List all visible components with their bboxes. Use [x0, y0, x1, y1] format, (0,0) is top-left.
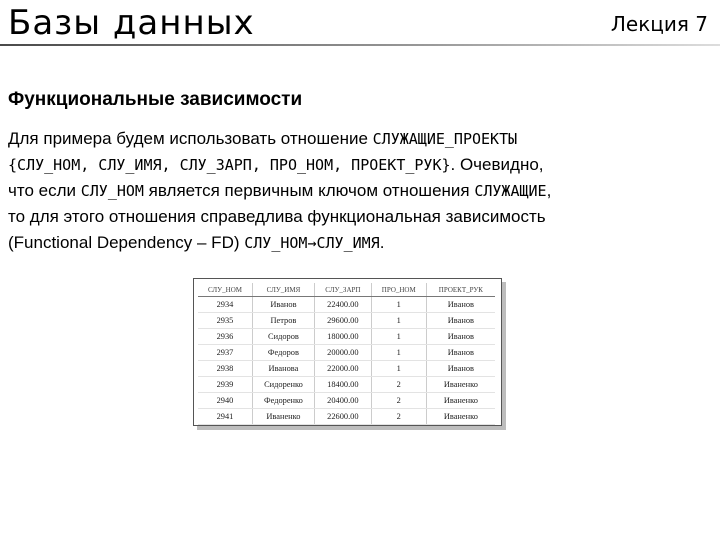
table-cell: Иваненко — [426, 393, 495, 409]
table-cell: 1 — [371, 313, 426, 329]
table-cell: 2 — [371, 409, 426, 425]
paragraph-text: является первичным ключом отношения — [143, 181, 475, 200]
table-cell: Федоренко — [252, 393, 314, 409]
column-header: СЛУ_ИМЯ — [252, 283, 314, 297]
table-cell: 22400.00 — [314, 297, 371, 313]
table-row — [198, 409, 495, 425]
paragraph-text: (Functional Dependency – FD) — [8, 233, 245, 252]
relation-table — [198, 283, 495, 425]
paragraph-text: . Очевидно, — [450, 155, 544, 174]
relation-short-code: СЛУЖАЩИЕ — [474, 182, 547, 200]
table-row — [198, 297, 495, 313]
table-cell: 20000.00 — [314, 345, 371, 361]
table-cell: 22600.00 — [314, 409, 371, 425]
table-header-row — [198, 283, 495, 297]
table-cell: 1 — [371, 329, 426, 345]
primary-key-code: СЛУ_НОМ — [80, 182, 144, 200]
table-cell: 22000.00 — [314, 361, 371, 377]
table-cell: Иванов — [426, 313, 495, 329]
paragraph-text: , — [546, 181, 552, 200]
column-header: СЛУ_ЗАРП — [314, 283, 371, 297]
table-cell: Иванов — [426, 361, 495, 377]
table-cell: 2941 — [198, 409, 252, 425]
table-row — [198, 329, 495, 345]
functional-dependency-code: СЛУ_НОМ→СЛУ_ИМЯ — [244, 234, 380, 252]
table-cell: Иваненко — [426, 409, 495, 425]
table-cell: Иванов — [426, 329, 495, 345]
table-cell: 20400.00 — [314, 393, 371, 409]
table-cell: Иваненко — [426, 377, 495, 393]
table-row — [198, 345, 495, 361]
table-cell: 29600.00 — [314, 313, 371, 329]
table-cell: Иванова — [252, 361, 314, 377]
table-cell: Сидоренко — [252, 377, 314, 393]
paragraph-text: . — [379, 233, 385, 252]
paragraph-text: то для этого отношения справедлива функциональная зависимость — [8, 207, 546, 226]
paragraph-text: что если — [8, 181, 81, 200]
table-cell: 2938 — [198, 361, 252, 377]
table-row — [198, 377, 495, 393]
table-cell: 18000.00 — [314, 329, 371, 345]
column-header: СЛУ_НОМ — [198, 283, 252, 297]
table-cell: Петров — [252, 313, 314, 329]
paragraph-line-1 — [8, 126, 708, 152]
header-divider — [0, 44, 720, 46]
table-cell: 2934 — [198, 297, 252, 313]
table-cell: 2940 — [198, 393, 252, 409]
lecture-number: Лекция 7 — [610, 12, 708, 36]
paragraph-line-2 — [8, 152, 708, 178]
table-cell: Федоров — [252, 345, 314, 361]
table-cell: 2935 — [198, 313, 252, 329]
table-cell: Иванов — [426, 345, 495, 361]
table-row — [198, 313, 495, 329]
slide-title: Базы данных — [8, 3, 255, 43]
table-cell: Сидоров — [252, 329, 314, 345]
relation-table-figure — [193, 278, 502, 426]
column-header: ПРОЕКТ_РУК — [426, 283, 495, 297]
section-heading: Функциональные зависимости — [8, 89, 303, 110]
relation-name-code: СЛУЖАЩИЕ_ПРОЕКТЫ — [372, 130, 518, 148]
body-paragraph — [8, 126, 708, 256]
table-cell: Иваненко — [252, 409, 314, 425]
column-header: ПРО_НОМ — [371, 283, 426, 297]
table-cell: 1 — [371, 361, 426, 377]
table-cell: 2 — [371, 377, 426, 393]
table-cell: 2937 — [198, 345, 252, 361]
table-cell: 2 — [371, 393, 426, 409]
table-cell: 18400.00 — [314, 377, 371, 393]
table-row — [198, 361, 495, 377]
relation-attributes-code: {СЛУ_НОМ, СЛУ_ИМЯ, СЛУ_ЗАРП, ПРО_НОМ, ПРОЕКТ_РУК} — [8, 156, 451, 174]
table-cell: 2939 — [198, 377, 252, 393]
table-cell: 1 — [371, 297, 426, 313]
table-cell: 1 — [371, 345, 426, 361]
table-cell: Иванов — [252, 297, 314, 313]
paragraph-text: Для примера будем использовать отношение — [8, 129, 373, 148]
table-cell: Иванов — [426, 297, 495, 313]
table-cell: 2936 — [198, 329, 252, 345]
paragraph-line-3 — [8, 178, 708, 204]
paragraph-line-4 — [8, 204, 708, 230]
paragraph-line-5 — [8, 230, 708, 256]
table-row — [198, 393, 495, 409]
